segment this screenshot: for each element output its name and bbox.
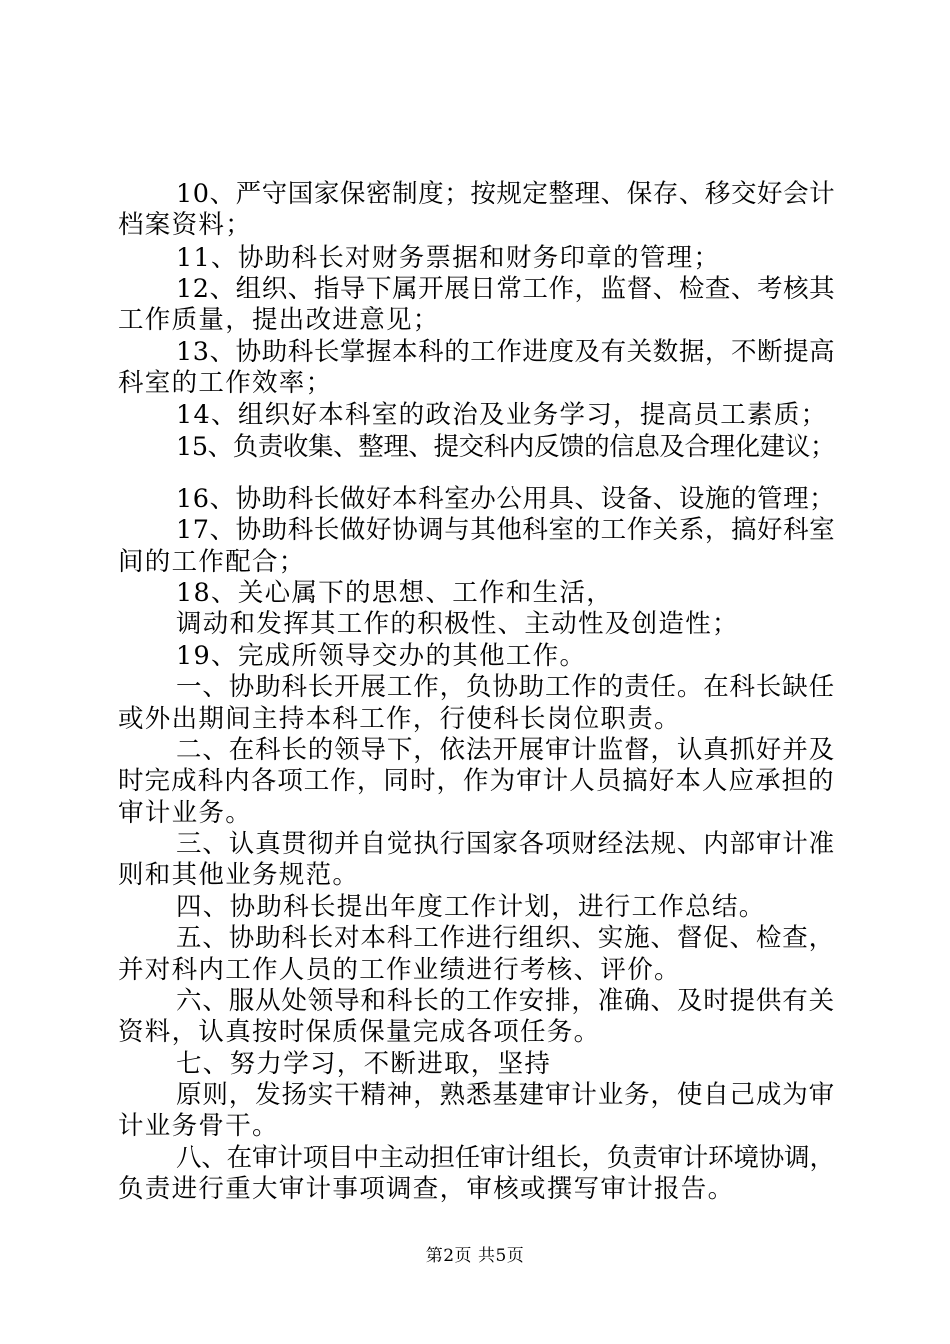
- page-footer: 第2页 共5页: [425, 1246, 525, 1266]
- text-line: 计业务骨干。: [118, 1111, 279, 1141]
- text-line: 六、服从处领导和科长的工作安排，准确、及时提供有关: [176, 986, 836, 1016]
- text-line: 工作质量，提出改进意见；: [118, 305, 440, 335]
- text-line: 16、协助科长做好本科室办公用具、设备、设施的管理；: [176, 484, 836, 514]
- text-line: 12、组织、指导下属开展日常工作，监督、检查、考核其: [176, 274, 836, 304]
- text-line: 14、组织好本科室的政治及业务学习，提高员工素质；: [176, 400, 828, 430]
- text-line: 并对科内工作人员的工作业绩进行考核、评价。: [118, 955, 681, 985]
- text-line: 七、努力学习，不断进取，坚持: [176, 1049, 552, 1079]
- text-line: 15、负责收集、整理、提交科内反馈的信息及合理化建议；: [176, 432, 836, 462]
- text-line: 八、在审计项目中主动担任审计组长，负责审计环境协调，: [176, 1143, 835, 1173]
- text-line: 审计业务。: [118, 798, 253, 828]
- text-line: 科室的工作效率；: [118, 368, 333, 398]
- text-line: 三、认真贯彻并自觉执行国家各项财经法规、内部审计准: [176, 829, 836, 859]
- text-line: 11、协助科长对财务票据和财务印章的管理；: [176, 243, 721, 273]
- text-line: 调动和发挥其工作的积极性、主动性及创造性；: [176, 609, 739, 639]
- text-line: 19、完成所领导交办的其他工作。: [176, 641, 587, 671]
- text-line: 17、协助科长做好协调与其他科室的工作关系，搞好科室: [176, 515, 836, 545]
- text-line: 四、协助科长提出年度工作计划，进行工作总结。: [176, 892, 766, 922]
- text-line: 资料，认真按时保质保量完成各项任务。: [118, 1017, 601, 1047]
- text-line: 10、严守国家保密制度；按规定整理、保存、移交好会计: [176, 179, 836, 209]
- text-line: 或外出期间主持本科工作，行使科长岗位职责。: [118, 704, 681, 734]
- text-line: 二、在科长的领导下，依法开展审计监督，认真抓好并及: [176, 735, 836, 765]
- text-line: 一、协助科长开展工作，负协助工作的责任。在科长缺任: [176, 672, 836, 702]
- text-line: 18、关心属下的思想、工作和生活，: [176, 578, 614, 608]
- text-line: 档案资料；: [118, 210, 253, 240]
- text-line: 原则，发扬实干精神，熟悉基建审计业务，使自己成为审: [176, 1080, 836, 1110]
- text-line: 负责进行重大审计事项调查，审核或撰写审计报告。: [118, 1174, 735, 1204]
- text-line: 五、协助科长对本科工作进行组织、实施、督促、检查，: [176, 923, 836, 953]
- text-line: 13、协助科长掌握本科的工作进度及有关数据，不断提高: [176, 337, 836, 367]
- text-line: 则和其他业务规范。: [118, 860, 360, 890]
- text-line: 间的工作配合；: [118, 547, 306, 577]
- text-line: 时完成科内各项工作，同时，作为审计人员搞好本人应承担的: [118, 766, 835, 796]
